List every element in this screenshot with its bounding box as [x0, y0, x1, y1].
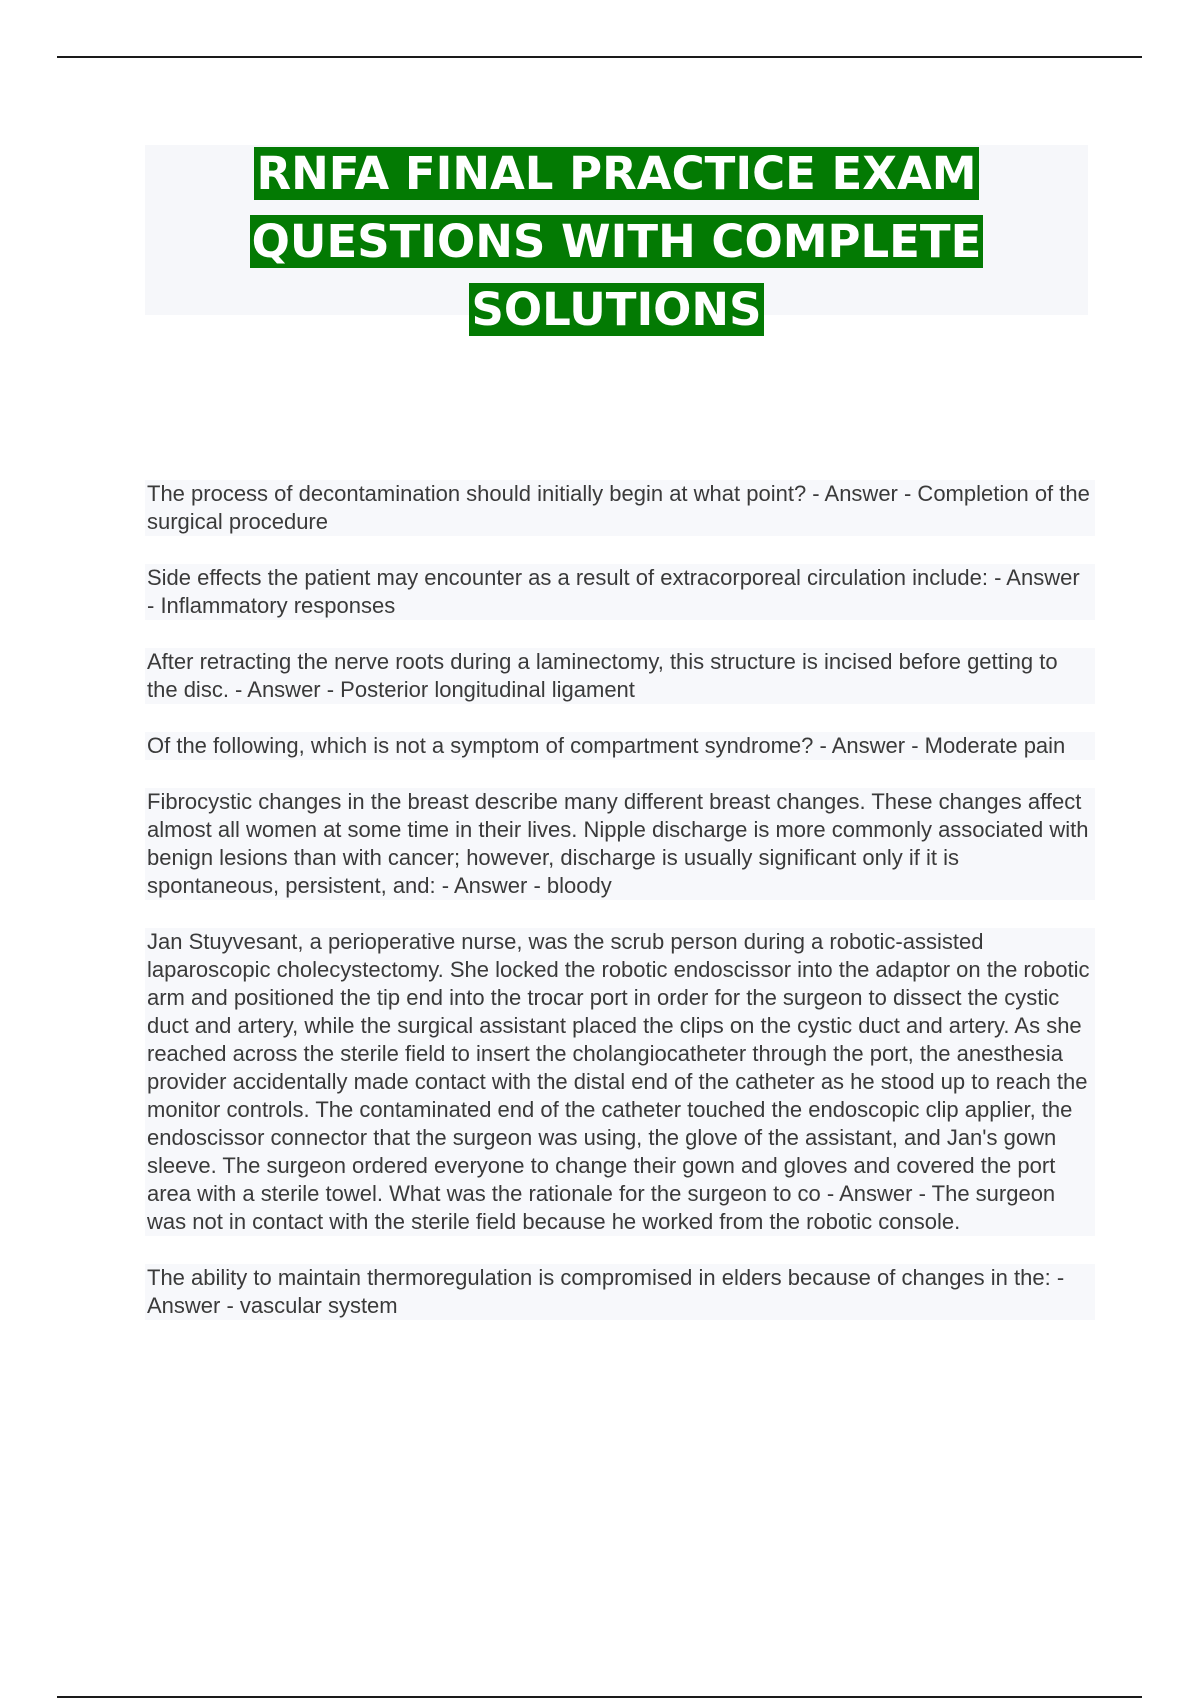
qa-list	[145, 480, 1095, 1348]
top-rule	[57, 56, 1142, 58]
bottom-rule	[57, 1696, 1142, 1698]
title-wrap	[207, 145, 1027, 349]
title-block	[145, 145, 1088, 336]
qa-item: The process of decontamination should initially begin at what point? - Answer - Completion of the surgical procedure	[145, 480, 1095, 536]
qa-item: Jan Stuyvesant, a perioperative nurse, was the scrub person during a robotic-assisted laparoscopic cholecystectomy. She locked the robotic endoscissor into the adaptor on the robotic arm and positioned the tip end into the trocar port in order for the surgeon to dissect the cystic duct and artery, while the surgical assistant placed the clips on the cystic duct and artery. As she reached across the sterile field to insert the cholangiocatheter through the port, the anesthesia provider accidentally made contact with the distal end of the catheter as he stood up to reach the monitor controls. The contaminated end of the catheter touched the endoscopic clip applier, the endoscissor connector that the surgeon was using, the glove of the assistant, and Jan's gown sleeve. The surgeon ordered everyone to change their gown and gloves and covered the port area with a sterile towel. What was the rationale for the surgeon to co - Answer - The surgeon was not in contact with the sterile field because he worked from the robotic console.	[145, 928, 1095, 1236]
qa-item: The ability to maintain thermoregulation is compromised in elders because of changes in the: - Answer - vascular system	[145, 1264, 1095, 1320]
qa-item: Side effects the patient may encounter as a result of extracorporeal circulation include: - Answer - Inflammatory responses	[145, 564, 1095, 620]
qa-item: Fibrocystic changes in the breast describe many different breast changes. These changes affect almost all women at some time in their lives. Nipple discharge is more commonly associated with benign lesions than with cancer; however, discharge is usually significant only if it is spontaneous, persistent, and: - Answer - bloody	[145, 788, 1095, 900]
document-title: RNFA FINAL PRACTICE EXAM QUESTIONS WITH COMPLETE SOLUTIONS	[251, 147, 982, 336]
qa-item: After retracting the nerve roots during a laminectomy, this structure is incised before getting to the disc. - Answer - Posterior longitudinal ligament	[145, 648, 1095, 704]
qa-item: Of the following, which is not a symptom of compartment syndrome? - Answer - Moderate pain	[145, 732, 1095, 760]
